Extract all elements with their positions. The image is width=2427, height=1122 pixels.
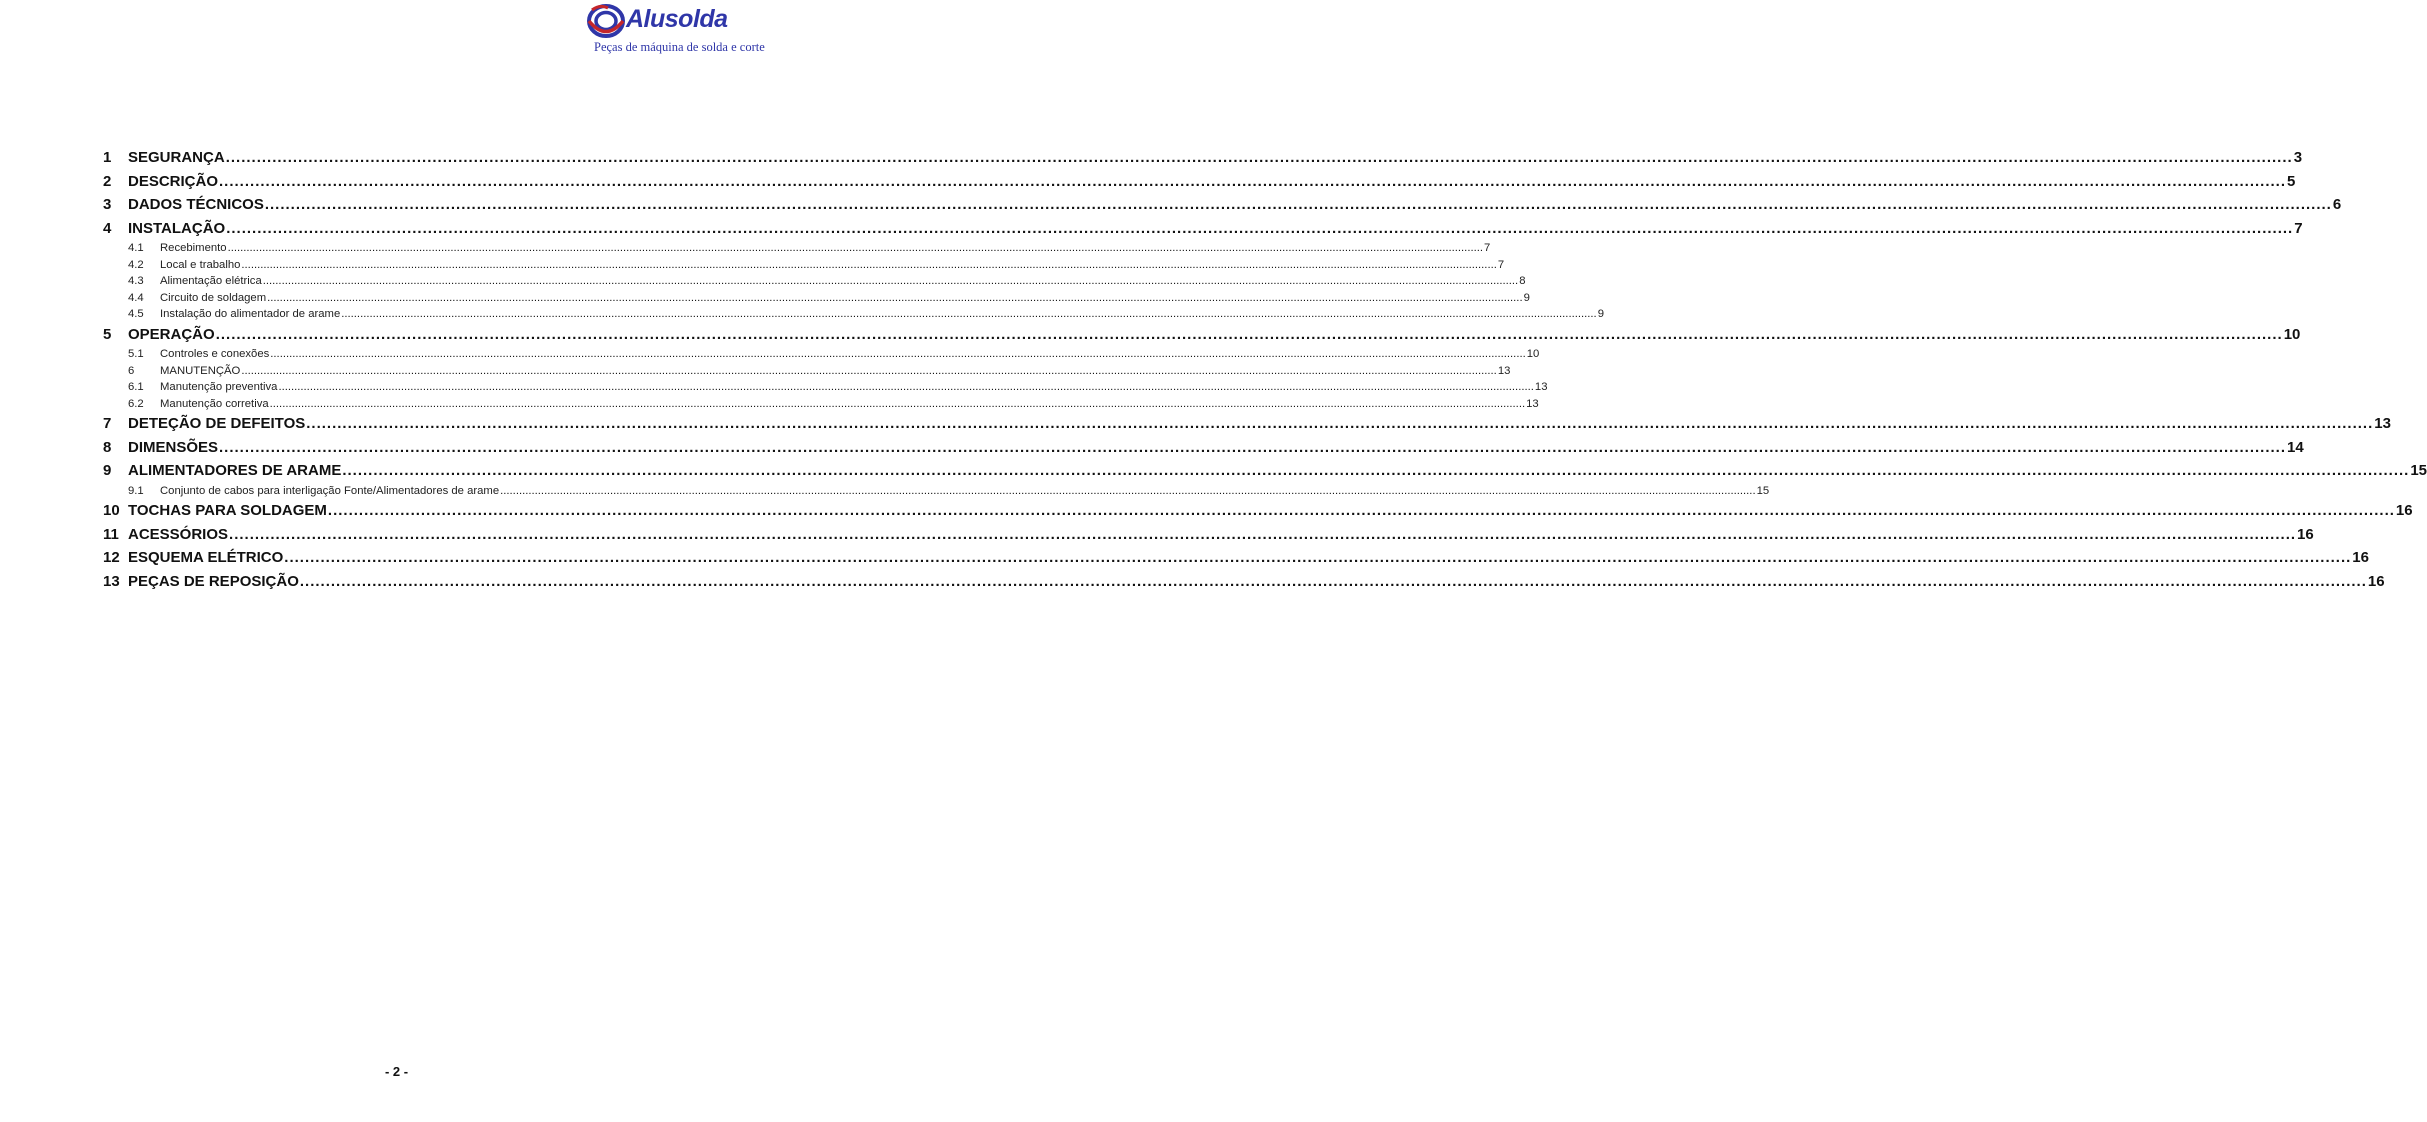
toc-entry[interactable] [103, 290, 1530, 307]
toc-entry-title: INSTALAÇÃO [128, 219, 226, 237]
toc-entry[interactable] [103, 193, 2342, 217]
toc-entry-page: 6 [2332, 196, 2342, 213]
toc-dot-leader: ................................................................................................................................................................................................................................................................................................................................................................................................................ [241, 364, 1497, 377]
toc-dot-leader: ................................................................................................................................................................................................................................................................................................................................................................................................................ [299, 572, 2367, 590]
toc-entry-title: DIMENSÕES [128, 438, 219, 456]
toc-entry-number: 4.3 [128, 275, 144, 287]
toc-entry-title: ESQUEMA ELÉTRICO [128, 549, 284, 566]
toc-entry[interactable] [103, 346, 1540, 363]
toc-entry-page: 9 [1523, 291, 1530, 304]
toc-entry-page: 9 [1597, 308, 1604, 320]
toc-entry-title: Controles e conexões [160, 348, 270, 360]
toc-dot-leader: ................................................................................................................................................................................................................................................................................................................................................................................................................ [270, 348, 1526, 360]
toc-entry-title: PEÇAS DE REPOSIÇÃO [128, 572, 299, 590]
toc-entry-page: 7 [2294, 219, 2303, 237]
toc-dot-leader: ................................................................................................................................................................................................................................................................................................................................................................................................................ [267, 291, 1523, 304]
toc-entry-page: 16 [2395, 502, 2413, 519]
toc-entry-number: 9.1 [128, 484, 144, 497]
toc-entry-page: 5 [2287, 172, 2296, 190]
toc-entry[interactable] [103, 240, 1491, 257]
toc-entry-page: 16 [2352, 549, 2369, 566]
toc-entry[interactable] [103, 170, 2296, 194]
brand-tagline: Peças de máquina de solda e corte [594, 40, 765, 54]
toc-entry-number: 9 [103, 462, 112, 479]
toc-entry-title: DETEÇÃO DE DEFEITOS [128, 415, 306, 432]
toc-entry-page: 13 [2374, 415, 2391, 432]
toc-entry-number: 10 [103, 502, 120, 519]
toc-entry-title: Recebimento [160, 242, 227, 254]
toc-entry[interactable] [103, 323, 2301, 347]
toc-entry-title: Manutenção preventiva [160, 381, 278, 393]
toc-dot-leader: ................................................................................................................................................................................................................................................................................................................................................................................................................ [215, 325, 2283, 343]
toc-dot-leader: ................................................................................................................................................................................................................................................................................................................................................................................................................ [226, 219, 2294, 237]
toc-entry-number: 4.4 [128, 291, 144, 304]
toc-entry[interactable] [103, 146, 2303, 170]
brand-logo [586, 2, 786, 62]
toc-entry-number: 5 [103, 325, 112, 343]
toc-entry-number: 11 [103, 525, 119, 543]
toc-dot-leader: ................................................................................................................................................................................................................................................................................................................................................................................................................ [500, 484, 1756, 497]
toc-entry[interactable] [103, 459, 2427, 483]
toc-entry-title: Conjunto de cabos para interligação Fonte/Alimentadores de arame [160, 484, 500, 497]
toc-entry-number: 7 [103, 415, 112, 432]
toc-entry-page: 10 [1526, 348, 1540, 360]
toc-entry-page: 13 [1497, 364, 1511, 377]
toc-entry-title: DESCRIÇÃO [128, 172, 219, 190]
toc-entry[interactable] [103, 436, 2304, 460]
toc-entry-number: 2 [103, 172, 112, 190]
toc-entry[interactable] [103, 412, 2391, 436]
page-number: - 2 - [384, 1064, 409, 1079]
toc-entry-number: 6 [128, 364, 135, 377]
toc-entry-number: 12 [103, 549, 120, 566]
toc-entry-number: 5.1 [128, 348, 144, 360]
toc-entry-title: ALIMENTADORES DE ARAME [128, 462, 342, 479]
toc-dot-leader: ................................................................................................................................................................................................................................................................................................................................................................................................................ [278, 381, 1534, 393]
toc-dot-leader: ................................................................................................................................................................................................................................................................................................................................................................................................................ [342, 462, 2410, 479]
toc-entry[interactable] [103, 363, 1511, 380]
toc-entry-number: 4 [103, 219, 112, 237]
toc-entry[interactable] [103, 396, 1539, 413]
toc-entry-number: 6.2 [128, 397, 144, 410]
toc-entry[interactable] [103, 217, 2303, 241]
toc-entry-title: MANUTENÇÃO [160, 364, 241, 377]
toc-entry[interactable] [103, 483, 1770, 500]
toc-entry-number: 4.5 [128, 308, 144, 320]
toc-entry-page: 15 [1756, 484, 1770, 497]
toc-entry-title: OPERAÇÃO [128, 325, 215, 343]
toc-entry-page: 3 [2293, 149, 2303, 166]
alusolda-logo-icon [586, 2, 626, 40]
toc-entry-number: 13 [103, 572, 120, 590]
toc-entry-number: 3 [103, 196, 112, 213]
table-of-contents [103, 146, 2427, 593]
toc-dot-leader: ................................................................................................................................................................................................................................................................................................................................................................................................................ [241, 258, 1497, 271]
toc-entry-page: 10 [2283, 325, 2301, 343]
toc-entry-number: 4.1 [128, 242, 144, 254]
toc-entry[interactable] [103, 546, 2369, 570]
toc-dot-leader: ................................................................................................................................................................................................................................................................................................................................................................................................................ [284, 549, 2352, 566]
toc-entry-page: 15 [2410, 462, 2427, 479]
toc-entry-page: 14 [2287, 438, 2304, 456]
toc-dot-leader: ................................................................................................................................................................................................................................................................................................................................................................................................................ [269, 397, 1526, 410]
toc-dot-leader: ................................................................................................................................................................................................................................................................................................................................................................................................................ [262, 275, 1519, 287]
brand-name: Alusolda [626, 5, 728, 33]
toc-entry-page: 13 [1534, 381, 1548, 393]
toc-entry-page: 13 [1526, 397, 1539, 410]
toc-entry-page: 7 [1497, 258, 1505, 271]
toc-dot-leader: ................................................................................................................................................................................................................................................................................................................................................................................................................ [264, 196, 2332, 213]
toc-entry-number: 1 [103, 149, 112, 166]
toc-entry-title: Instalação do alimentador de arame [160, 308, 341, 320]
toc-dot-leader: ................................................................................................................................................................................................................................................................................................................................................................................................................ [229, 525, 2297, 543]
toc-entry-page: 7 [1484, 242, 1491, 254]
toc-entry-number: 4.2 [128, 258, 144, 271]
toc-entry-number: 6.1 [128, 381, 144, 393]
toc-entry[interactable] [103, 273, 1526, 290]
toc-entry-title: Local e trabalho [160, 258, 241, 271]
toc-entry[interactable] [103, 570, 2385, 594]
toc-dot-leader: ................................................................................................................................................................................................................................................................................................................................................................................................................ [327, 502, 2395, 519]
toc-entry-page: 16 [2367, 572, 2385, 590]
toc-dot-leader: ................................................................................................................................................................................................................................................................................................................................................................................................................ [227, 242, 1484, 254]
toc-entry[interactable] [103, 379, 1548, 396]
toc-entry-title: TOCHAS PARA SOLDAGEM [128, 502, 327, 519]
toc-entry[interactable] [103, 306, 1604, 323]
toc-dot-leader: ................................................................................................................................................................................................................................................................................................................................................................................................................ [219, 172, 2287, 190]
toc-entry[interactable] [103, 523, 2314, 547]
toc-dot-leader: ................................................................................................................................................................................................................................................................................................................................................................................................................ [225, 149, 2293, 166]
toc-entry-title: ACESSÓRIOS [128, 525, 229, 543]
toc-entry-title: Alimentação elétrica [160, 275, 262, 287]
toc-dot-leader: ................................................................................................................................................................................................................................................................................................................................................................................................................ [306, 415, 2374, 432]
toc-entry-number: 8 [103, 438, 112, 456]
toc-entry-title: Manutenção corretiva [160, 397, 269, 410]
toc-entry[interactable] [103, 257, 1505, 274]
toc-entry[interactable] [103, 499, 2413, 523]
toc-entry-page: 8 [1519, 275, 1526, 287]
toc-entry-title: SEGURANÇA [128, 149, 225, 166]
toc-dot-leader: ................................................................................................................................................................................................................................................................................................................................................................................................................ [219, 438, 2287, 456]
toc-entry-title: DADOS TÉCNICOS [128, 196, 264, 213]
toc-entry-title: Circuito de soldagem [160, 291, 267, 304]
toc-entry-page: 16 [2297, 525, 2314, 543]
toc-dot-leader: ................................................................................................................................................................................................................................................................................................................................................................................................................ [341, 308, 1597, 320]
